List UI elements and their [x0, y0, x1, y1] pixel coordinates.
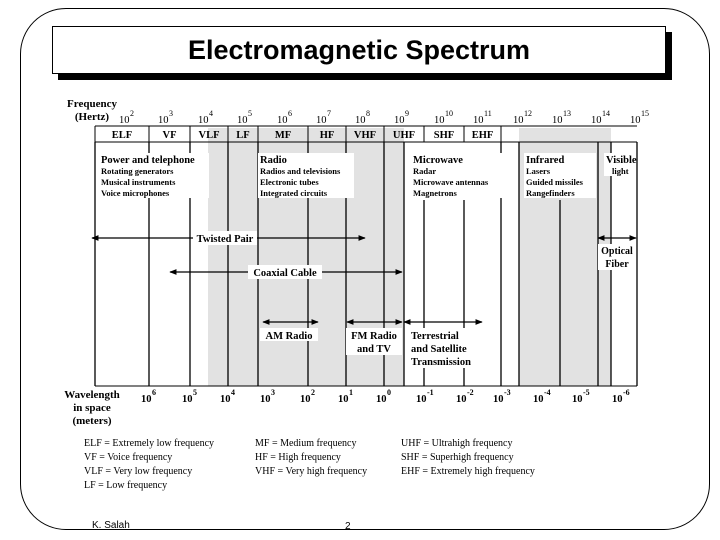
frequency-tick-exponent: 12 — [524, 109, 532, 118]
wavelength-tick-exponent: 0 — [387, 388, 391, 397]
frequency-tick-label: 10 — [473, 115, 484, 126]
wavelength-tick-exponent: 1 — [349, 388, 353, 397]
wavelength-tick-label: 10 — [338, 394, 349, 405]
frequency-tick-exponent: 11 — [484, 109, 492, 118]
frequency-tick-label: 10 — [198, 115, 209, 126]
frequency-tick-exponent: 5 — [248, 109, 252, 118]
legend-entry: ELF = Extremely low frequency — [84, 438, 215, 449]
category-title: Infrared — [526, 155, 565, 166]
wavelength-tick-exponent: -6 — [623, 388, 630, 397]
wavelength-tick-label: 10 — [300, 394, 311, 405]
wavelength-tick-exponent: -2 — [467, 388, 474, 397]
category-title: Power and telephone — [101, 155, 195, 166]
frequency-tick-exponent: 2 — [130, 109, 134, 118]
legend-entry: VHF = Very high frequency — [255, 466, 368, 477]
twisted-pair-label: Twisted Pair — [196, 234, 254, 245]
fm-tv-label: and TV — [357, 344, 391, 355]
wavelength-ticks — [141, 388, 630, 405]
category-item: Musical instruments — [101, 177, 176, 187]
terrestrial-label: Terrestrial — [411, 331, 459, 342]
band-label: VF — [162, 130, 177, 141]
wavelength-in-space: in space — [73, 402, 111, 414]
wavelength-tick-label: 10 — [416, 394, 427, 405]
band-label: EHF — [471, 130, 494, 141]
category-item: Microwave antennas — [413, 177, 489, 187]
coaxial-cable-label: Coaxial Cable — [253, 268, 317, 279]
category-item: Guided missiles — [526, 177, 583, 187]
wavelength-tick-exponent: -4 — [544, 388, 551, 397]
wavelength-tick-exponent: -3 — [504, 388, 511, 397]
band-label: MF — [274, 130, 292, 141]
legend-entry: HF = High frequency — [255, 452, 341, 463]
wavelength-tick-exponent: 2 — [311, 388, 315, 397]
legend-entry: VF = Voice frequency — [84, 452, 173, 463]
wavelength-tick-exponent: -5 — [583, 388, 590, 397]
slide-title: Electromagnetic Spectrum — [187, 34, 531, 65]
frequency-tick-label: 10 — [158, 115, 169, 126]
am-radio-label: AM Radio — [265, 331, 313, 342]
band-label: VLF — [198, 130, 220, 141]
footer-author: K. Salah — [92, 520, 130, 531]
wavelength-tick-label: 10 — [220, 394, 231, 405]
frequency-tick-label: 10 — [237, 115, 248, 126]
wavelength-label: Wavelength — [64, 389, 120, 401]
frequency-tick-exponent: 3 — [169, 109, 173, 118]
frequency-tick-label: 10 — [394, 115, 405, 126]
frequency-tick-label: 10 — [591, 115, 602, 126]
category-item: Voice microphones — [101, 188, 170, 198]
frequency-label: Frequency — [67, 98, 117, 110]
page-number: 2 — [345, 521, 351, 532]
wavelength-tick-label: 10 — [456, 394, 467, 405]
satellite-label: and Satellite — [411, 344, 467, 355]
category-item: Electronic tubes — [260, 177, 319, 187]
frequency-tick-label: 10 — [355, 115, 366, 126]
frequency-tick-label: 10 — [277, 115, 288, 126]
frequency-tick-exponent: 8 — [366, 109, 370, 118]
abbreviation-legend — [84, 438, 535, 491]
category-title: Radio — [260, 155, 287, 166]
category-title: Microwave — [413, 155, 463, 166]
category-item: Rangefinders — [526, 188, 575, 198]
wavelength-tick-label: 10 — [260, 394, 271, 405]
legend-entry: MF = Medium frequency — [255, 438, 357, 449]
wavelength-tick-label: 10 — [141, 394, 152, 405]
frequency-tick-exponent: 9 — [405, 109, 409, 118]
category-item: Rotating generators — [101, 166, 174, 176]
frequency-tick-exponent: 13 — [563, 109, 571, 118]
band-label: LF — [236, 130, 250, 141]
frequency-tick-label: 10 — [630, 115, 641, 126]
frequency-tick-exponent: 7 — [327, 109, 331, 118]
fm-radio-label: FM Radio — [351, 331, 397, 342]
category-item: Magnetrons — [413, 188, 457, 198]
category-item: Lasers — [526, 166, 551, 176]
wavelength-tick-label: 10 — [572, 394, 583, 405]
legend-entry: SHF = Superhigh frequency — [401, 452, 514, 463]
frequency-tick-label: 10 — [316, 115, 327, 126]
optical-label: Optical — [601, 246, 633, 257]
wavelength-tick-label: 10 — [533, 394, 544, 405]
wavelength-tick-label: 10 — [182, 394, 193, 405]
frequency-tick-exponent: 4 — [209, 109, 213, 118]
legend-entry: VLF = Very low frequency — [84, 466, 193, 477]
wavelength-tick-exponent: 3 — [271, 388, 275, 397]
wavelength-tick-exponent: 4 — [231, 388, 235, 397]
legend-entry: LF = Low frequency — [84, 480, 168, 491]
band-label: VHF — [353, 130, 377, 141]
frequency-ticks — [119, 109, 649, 126]
frequency-tick-label: 10 — [552, 115, 563, 126]
category-item: Radios and televisions — [260, 166, 341, 176]
transmission-label: Transmission — [411, 357, 471, 368]
category-item: light — [612, 166, 629, 176]
category-item: Integrated circuits — [260, 188, 328, 198]
frequency-tick-exponent: 10 — [445, 109, 453, 118]
category-item: Radar — [413, 166, 437, 176]
frequency-tick-label: 10 — [513, 115, 524, 126]
wavelength-tick-exponent: 6 — [152, 388, 156, 397]
legend-entry: UHF = Ultrahigh frequency — [401, 438, 513, 449]
frequency-tick-label: 10 — [119, 115, 130, 126]
category-title: Visible — [606, 155, 637, 166]
band-label: SHF — [433, 130, 455, 141]
frequency-unit: (Hertz) — [74, 111, 110, 123]
wavelength-tick-label: 10 — [493, 394, 504, 405]
wavelength-unit: (meters) — [72, 415, 112, 427]
band-label: HF — [319, 130, 335, 141]
band-label: UHF — [392, 130, 416, 141]
legend-entry: EHF = Extremely high frequency — [401, 466, 535, 477]
wavelength-tick-exponent: -1 — [427, 388, 434, 397]
frequency-tick-exponent: 14 — [602, 109, 610, 118]
fiber-label: Fiber — [605, 259, 629, 270]
frequency-tick-exponent: 15 — [641, 109, 649, 118]
wavelength-tick-label: 10 — [376, 394, 387, 405]
wavelength-tick-exponent: 5 — [193, 388, 197, 397]
frequency-tick-exponent: 6 — [288, 109, 292, 118]
frequency-tick-label: 10 — [434, 115, 445, 126]
wavelength-tick-label: 10 — [612, 394, 623, 405]
band-label: ELF — [111, 130, 133, 141]
